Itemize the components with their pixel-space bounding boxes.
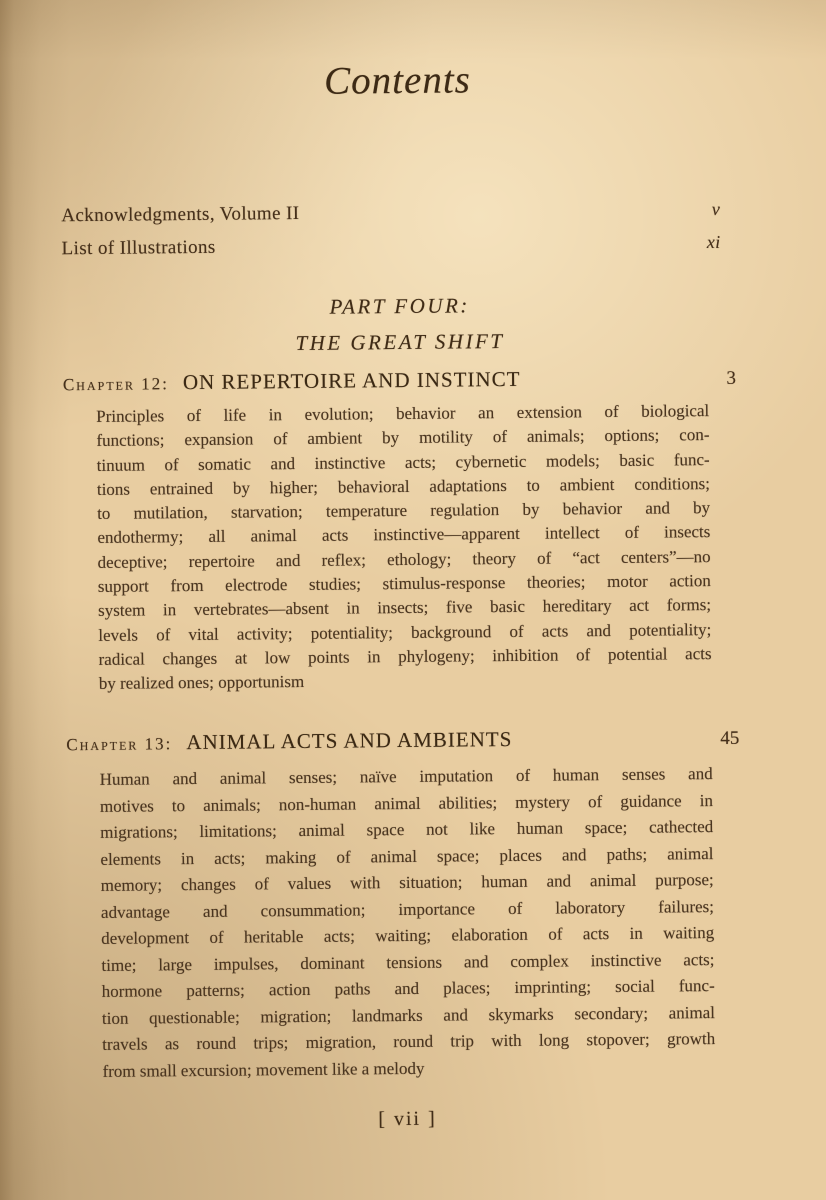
summary-line: to mutilation, starvation; temperature regulation by behavior and by [97, 498, 711, 524]
part-number-line: PART FOUR: [329, 293, 470, 319]
summary-line: Human and animal senses; naïve imputation of human senses and [99, 764, 713, 789]
chapter-summary [96, 399, 712, 696]
summary-line: tinuum of somatic and instinctive acts; cybernetic models; basic func- [96, 449, 710, 475]
summary-line: tion questionable; migration; landmarks and skymarks secondary; animal [101, 1002, 716, 1028]
summary-line: from small excursion; movement like a melody [102, 1058, 425, 1081]
summary-line: motives to animals; non-human animal abilities; mystery of guidance in [99, 790, 714, 816]
summary-line: endothermy; all animal acts instinctive—apparent intellect of insects [97, 522, 711, 548]
summary-line: hormone patterns; action paths and places; imprinting; social func- [101, 976, 715, 1001]
summary-line: travels as round trips; migration, round trip with long stopover; growth [102, 1029, 716, 1054]
chapter-heading-row [66, 725, 741, 756]
chapter-page-number: 3 [726, 367, 736, 389]
summary-line: Principles of life in evolution; behavior an extension of biological [96, 401, 710, 426]
chapter-summary [100, 761, 716, 1085]
summary-line: time; large impulses, dominant tensions and complex instinctive acts; [101, 949, 715, 975]
front-matter-page-number: v [711, 198, 721, 220]
summary-line: by realized ones; opportunism [98, 672, 305, 694]
summary-line: tions entrained by higher; behavioral adaptations to ambient conditions; [96, 473, 710, 499]
part-heading [62, 285, 738, 363]
summary-line: migrations; limitations; animal space not like human space; cathected [100, 817, 714, 842]
summary-line: advantage and consummation; importance of laboratory failures; [100, 896, 715, 922]
summary-line: levels of vital activity; potentiality; background of acts and potentiality; [98, 619, 712, 645]
folio-page-number: [ vii ] [378, 1107, 437, 1131]
front-matter-page-number: xi [706, 231, 721, 253]
front-matter-label: List of Illustrations [61, 236, 216, 260]
front-matter-row [61, 199, 736, 227]
front-matter-label: Acknowledgments, Volume II [61, 202, 300, 227]
chapter-heading-row [63, 365, 738, 396]
contents-title: Contents [323, 58, 472, 103]
chapter-title: ANIMAL ACTS AND AMBIENTS [186, 726, 513, 755]
summary-line: radical changes at low points in phylogeny; inhibition of potential acts [98, 644, 712, 669]
summary-line: development of heritable acts; waiting; elaboration of acts in waiting [101, 923, 715, 948]
summary-line: functions; expansion of ambient by motility of animals; options; con- [96, 425, 710, 451]
summary-line: memory; changes of values with situation; human and animal purpose; [100, 870, 714, 895]
summary-line: deceptive; repertoire and reflex; ethology; theory of “act centers”—no [97, 546, 711, 572]
chapter-label: Chapter 13: [66, 734, 173, 755]
chapter-page-number: 45 [720, 727, 740, 749]
front-matter-row [62, 232, 737, 260]
summary-line: elements in acts; making of animal space; places and paths; animal [100, 843, 714, 869]
chapter-label: Chapter 12: [62, 374, 169, 395]
page-content [59, 0, 745, 1200]
chapter-title: ON REPERTOIRE AND INSTINCT [182, 366, 521, 395]
part-title-line: THE GREAT SHIFT [295, 329, 505, 356]
summary-line: support from electrode studies; stimulus-response theories; motor action [97, 571, 711, 597]
summary-line: system in vertebrates—absent in insects; five basic hereditary act forms; [97, 595, 712, 621]
